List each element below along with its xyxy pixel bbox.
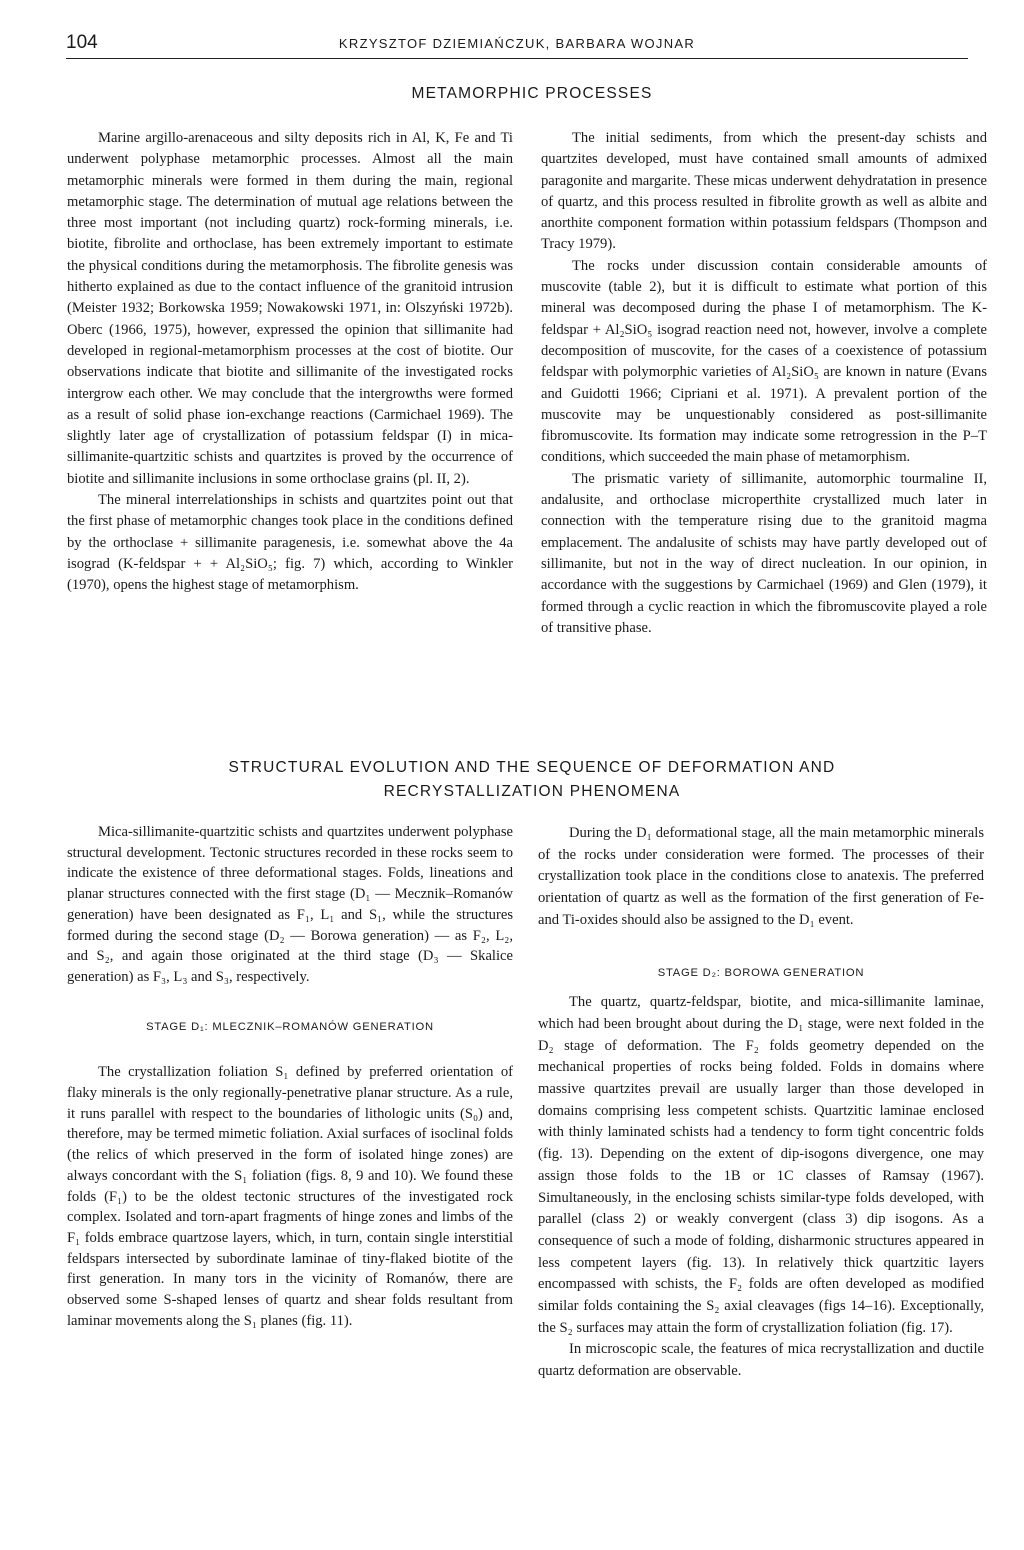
paragraph: Mica-sillimanite-quartzitic schists and quartzites underwent polyphase structural development. Tectonic structures recorded in these rocks seem to indicate the existence of three deformational stages. Folds, lineations and planar structures connected with the first stage (D₁ — Mecznik–Romanów generation) have been designated as F₁, L₁ and S₁, while the structures formed during the second stage (D₂ — Borowa generation) — as F₂, L₂, and S₂, and again those originated at the third stage (D₃ — Skalice generation) as F₃, L₃ and S₃, respectively. <box>67 824 513 985</box>
running-head <box>66 32 968 59</box>
heading-line: RECRYSTALLIZATION PHENOMENA <box>383 783 681 800</box>
paragraph: Marine argillo-arenaceous and silty deposits rich in Al, K, Fe and Ti underwent polyphase metamorphic processes. Almost all the main metamorphic minerals were formed in them during the main, regional metamorphic stage. The determination of mutual age relations between the three most important (not including quartz) rock-forming minerals, i.e. biotite, fibrolite and orthoclase, has been extremely important to estimate the physical conditions during the metamorphosis. The fibrolite genesis was hitherto explained as due to the contact influence of the granitoid intrusion (Meister 1932; Borkowska 1959; Nowakowski 1971, in: Olszyński 1972b). Oberc (1966, 1975), however, expressed the opinion that sillimanite had developed in regional-metamorphism processes at the cost of biotite. Our observations indicate that biotite and sillimanite of the investigated rocks intergrow each other. We may conclude that the intergrowths were formed as a result of solid phase ion-exchange reactions (Carmichael 1969). The slightly later age of crystallization of potassium feldspar (I) in mica-sillimanite-quartzitic schists and quartzites is proved by the occurrence of biotite and sillimanite inclusions in some orthoclase grains (pl. II, 2). <box>67 130 513 487</box>
section-heading-metamorphic-processes: METAMORPHIC PROCESSES <box>411 85 653 102</box>
heading-line: STRUCTURAL EVOLUTION AND THE SEQUENCE OF DEFORMATION AND <box>228 759 836 776</box>
subheading-stage-d1: STAGE D₁: MLECZNIK–ROMANÓW GENERATION <box>146 1020 434 1033</box>
metamorphic-right-column <box>541 128 987 639</box>
paragraph: The quartz, quartz-feldspar, biotite, and mica-sillimanite laminae, which had been brought about during the D₁ stage, were next folded in the D₂ stage of deformation. The F₂ folds geometry depended on the mechanical properties of rocks being folded. Folds in domains where massive quartzites prevail are usually larger than those developed in domains comprising less competent schists. Quartzitic laminae enclosed with thinly laminated schists had a tendency to form tight concentric folds (fig. 13). Depending on the extent of dip-isogons divergence, one may assign those folds to the 1B or 1C classes of Ramsay (1967). Simultaneously, in the enclosing schists similar-type folds developed, with parallel (class 2) or weakly convergent (class 3) dip isogons. As a consequence of such a mode of folding, disharmonic structures appeared in less competent layers (fig. 13). In relatively thick quartzitic layers encompassed with schists, the F₂ folds are often developed as modified similar folds containing the S₂ axial cleavages (figs 14–16). Exceptionally, the S₂ surfaces may attain the form of crystallization foliation (fig. 17). <box>538 994 984 1336</box>
paragraph: The rocks under discussion contain considerable amounts of muscovite (table 2), but it is difficult to estimate what portion of this mineral was decomposed during the phase I of metamorphism. The K-feldspar + Al₂SiO₅ isograd reaction need not, however, involve a complete decomposition of muscovite, for the cases of a coexistence of potassium feldspar with polymorphic varieties of Al₂SiO₅ are known in nature (Evans and Guidotti 1966; Cipriani et al. 1971). A prevalent portion of the muscovite may be unquestionably considered as post-sillimanite fibromuscovite. Its formation may indicate some retrogression in the P–T conditions, which succeeded the main phase of metamorphism. <box>541 257 987 466</box>
metamorphic-left-column <box>67 128 513 597</box>
paragraph: The mineral interrelationships in schists and quartzites point out that the first phase of metamorphic changes took place in the conditions defined by the orthoclase + sillimanite paragenesis, i.e. somewhat above the 4a isograd (K-feldspar + + Al₂SiO₅; fig. 7) which, according to Winkler (1970), opens the highest stage of metamorphism. <box>67 492 513 594</box>
page-number: 104 <box>66 32 98 53</box>
paragraph: In microscopic scale, the features of mica recrystallization and ductile quartz deformation are observable. <box>538 1341 984 1380</box>
paragraph: During the D₁ deformational stage, all the main metamorphic minerals of the rocks under consideration were formed. The processes of their crystallization took place in the conditions close to anatexis. The preferred orientation of quartz as well as the formation of the first generation of Fe- and Ti-oxides should also be assigned to the D₁ event. <box>538 825 984 928</box>
paragraph: The prismatic variety of sillimanite, automorphic tourmaline II, andalusite, and orthoclase microperthite crystallized much later in connection with the temperature rising due to the granitoid magma emplacement. The andalusite of schists may have partly developed out of sillimanite, but not in the way of direct nucleation. In our opinion, in accordance with the suggestions by Carmichael (1969) and Glen (1979), it formed through a cyclic reaction in which the fibromuscovite played a role of transitive phase. <box>541 470 987 636</box>
structural-right-column <box>538 823 984 1383</box>
subheading-stage-d2: STAGE D₂: BOROWA GENERATION <box>657 966 865 979</box>
paragraph: The initial sediments, from which the present-day schists and quartzites developed, must have contained small amounts of admixed paragonite and margarite. These micas underwent dehydratation in presence of quartz, and this process resulted in fibrolite growth as well as albite and anorthite component formation within potassium feldspars (Thompson and Tracy 1979). <box>541 130 987 253</box>
section-heading-structural-evolution <box>40 756 1024 804</box>
paragraph: The crystallization foliation S₁ defined by preferred orientation of flaky minerals is the only regionally-penetrative planar structure. As a rule, it runs parallel with respect to the boundaries of lithologic units (S₀) and, therefore, may be termed mimetic foliation. Axial surfaces of isoclinal folds (the relics of which preserved in the form of isolated hinge zones) are always concordant with the S₁ foliation (figs. 8, 9 and 10). We found these folds (F₁) to be the oldest tectonic structures of the investigated rock complex. Isolated and torn-apart fragments of hinge zones and limbs of the F₁ folds embrace quartzose layers, which, in turn, contain single interstitial feldspars intersected by subordinate laminae of tiny-flaked biotite of the first generation. In many tors in the vicinity of Romanów, there are observed some S-shaped lenses of quartz and shear folds resultant from laminar movements along the S₁ planes (fig. 11). <box>67 1064 513 1329</box>
structural-left-column <box>67 822 513 1331</box>
running-head-authors: KRZYSZTOF DZIEMIAŃCZUK, BARBARA WOJNAR <box>338 36 696 51</box>
